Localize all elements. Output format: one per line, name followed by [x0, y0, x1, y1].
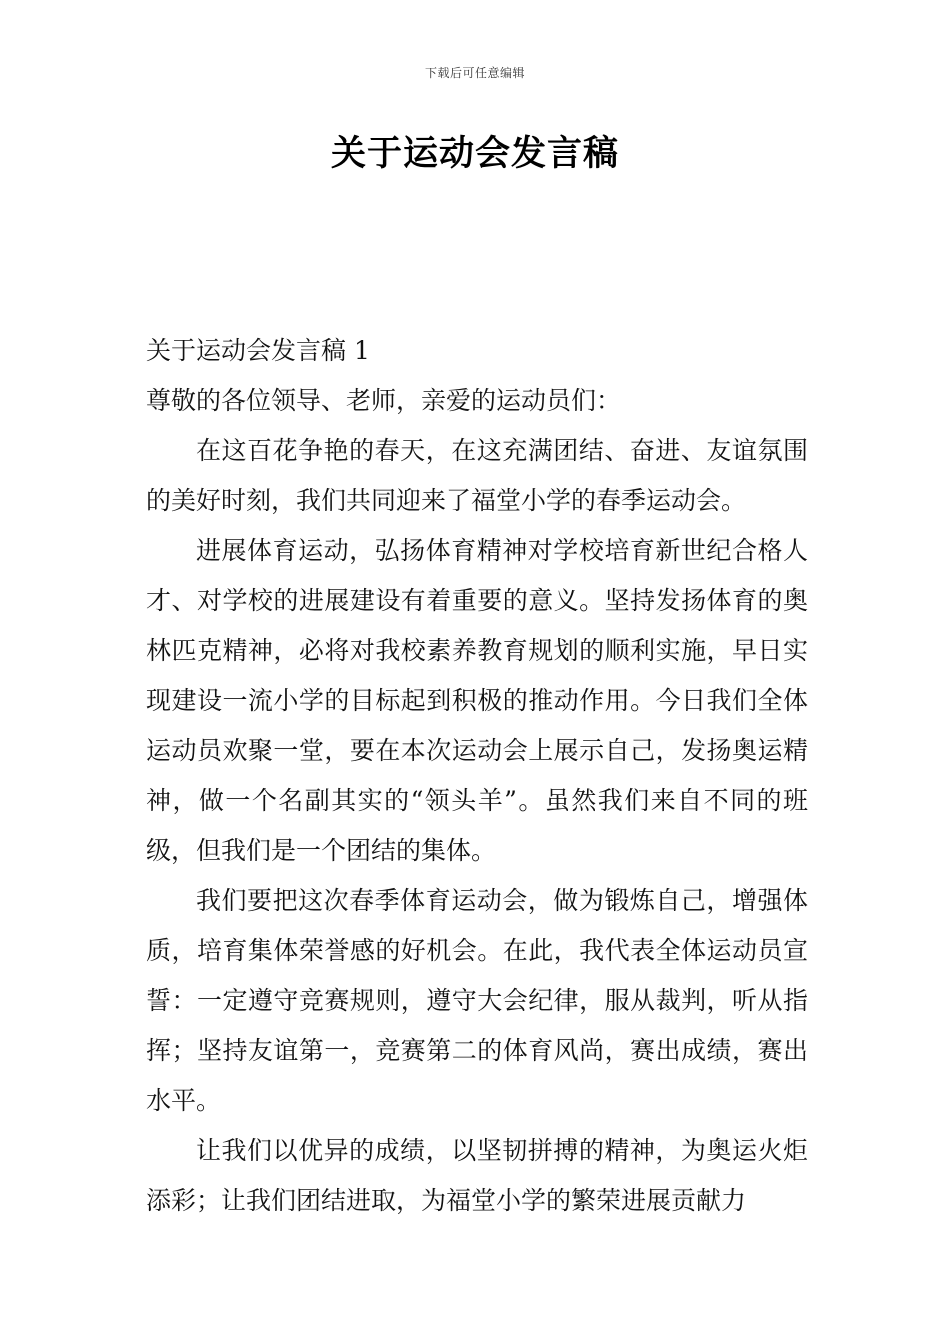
salutation: 尊敬的各位领导、老师，亲爱的运动员们： — [146, 386, 622, 415]
paragraph-3: 我们要把这次春季体育运动会，做为锻炼自己，增强体质，培育集体荣誉感的好机会。在此，我代表全体运动员宣誓：一定遵守竞赛规则，遵守大会纪律，服从裁判，听从指挥；坚持友谊第一，竞赛第二的体育风尚，赛出成绩，赛出水平。 — [146, 886, 808, 1115]
header-note: 下载后可任意编辑 — [424, 66, 525, 80]
document-body — [146, 326, 808, 1226]
paragraph-1: 在这百花争艳的春天，在这充满团结、奋进、友谊氛围的美好时刻，我们共同迎来了福堂小学的春季运动会。 — [146, 436, 808, 515]
paragraph-2: 进展体育运动，弘扬体育精神对学校培育新世纪合格人才、对学校的进展建设有着重要的意义。坚持发扬体育的奥林匹克精神，必将对我校素养教育规划的顺利实施，早日实现建设一流小学的目标起到积极的推动作用。今日我们全体运动员欢聚一堂，要在本次运动会上展示自己，发扬奥运精神，做一个名副其实的“领头羊”。虽然我们来自不同的班级，但我们是一个团结的集体。 — [146, 536, 808, 865]
paragraph-4: 让我们以优异的成绩，以坚韧拼搏的精神，为奥运火炬添彩；让我们团结进取，为福堂小学的繁荣进展贡献力 — [146, 1136, 808, 1215]
page-title: 关于运动会发言稿 — [330, 134, 619, 174]
section-heading: 关于运动会发言稿 1 — [146, 336, 370, 365]
